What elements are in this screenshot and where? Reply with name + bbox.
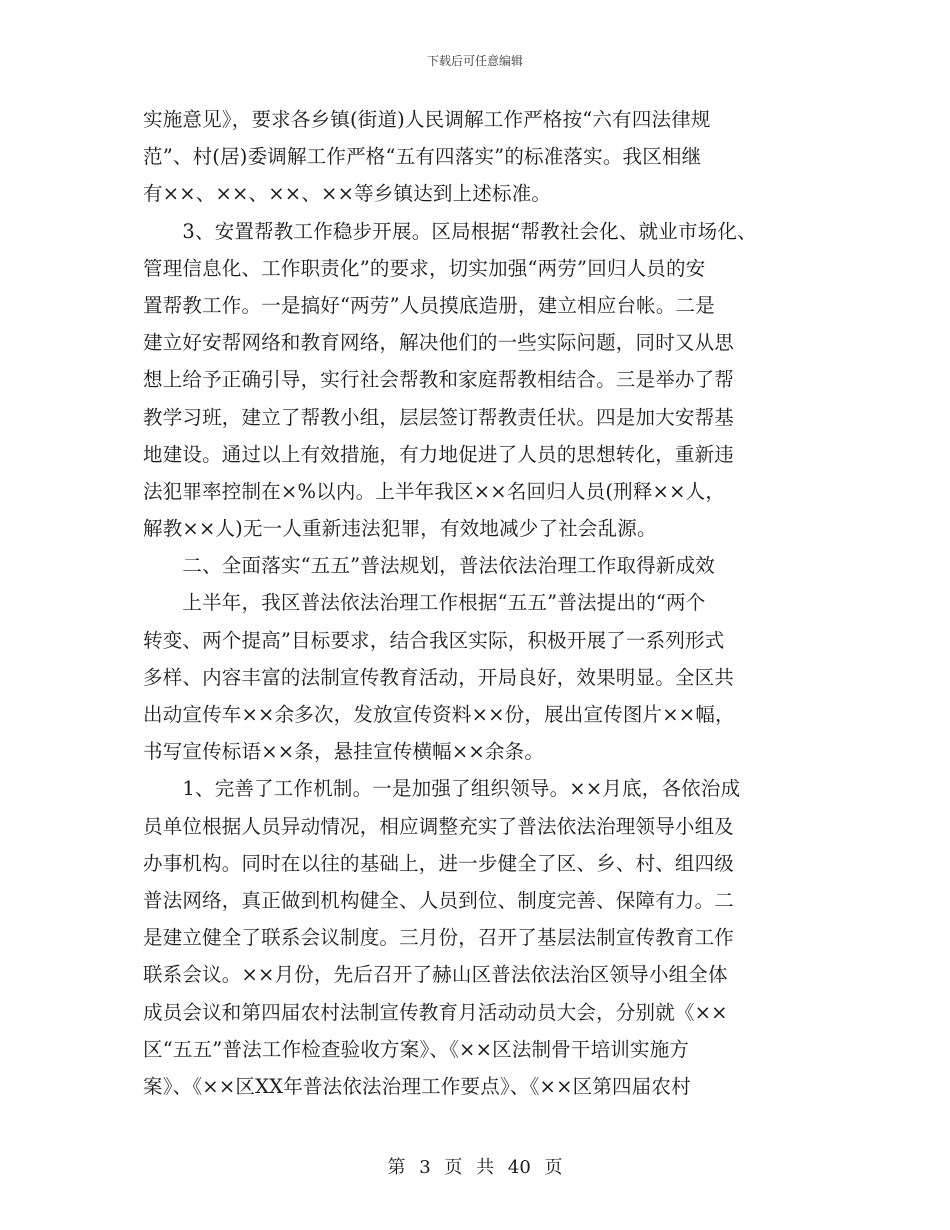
page-header-note: 下载后可任意编辑 [426,54,523,68]
body-line: 地建设。通过以上有效措施，有力地促进了人员的思想转化，重新违 [143,442,735,466]
page-number: 3 [419,1157,431,1178]
body-line: 上半年，我区普法依法治理工作根据“五五”普法提出的“两个 [143,591,706,615]
body-line: 多样、内容丰富的法制宣传教育活动，开局良好，效果明显。全区共 [143,665,735,689]
body-line: 转变、两个提高”目标要求，结合我区实际，积极开展了一系列形式 [143,628,725,652]
body-line: 普法网络，真正做到机构健全、人员到位、制度完善、保障有力。二 [143,888,735,912]
section-heading: 二、全面落实“五五”普法规划，普法依法治理工作取得新成效 [143,554,715,578]
body-line: 管理信息化、工作职责化”的要求，切实加强“两劳”回归人员的安 [143,256,706,280]
body-line: 法犯罪率控制在×%以内。上半年我区××名回归人员(刑释××人， [143,479,726,503]
body-line: 置帮教工作。一是搞好“两劳”人员摸底造册，建立相应台帐。二是 [143,293,715,317]
body-line: 是建立健全了联系会议制度。三月份，召开了基层法制宣传教育工作 [143,926,735,950]
body-line: 范”、村(居)委调解工作严格“五有四落实”的标准落实。我区相继 [143,145,702,169]
body-line: 实施意见》，要求各乡镇(街道)人民调解工作严格按“六有四法律规 [143,108,711,131]
page-unit: 页 [444,1157,463,1178]
total-label: 共 [476,1157,495,1178]
body-line: 解教××人)无一人重新违法犯罪，有效地减少了社会乱源。 [143,517,657,541]
body-line: 3、安置帮教工作稳步开展。区局根据“帮教社会化、就业市场化、 [143,219,757,243]
body-line: 想上给予正确引导，实行社会帮教和家庭帮教相结合。三是举办了帮 [143,368,735,392]
body-line: 联系会议。××月份，先后召开了赫山区普法依法治区领导小组全体 [143,963,728,987]
body-line: 区“五五”普法工作检查验收方案》、《××区法制骨干培训实施方 [143,1037,690,1061]
body-line: 书写宣传标语××条，悬挂宣传横幅××余条。 [143,740,545,764]
body-line: 1、完善了工作机制。一是加强了组织领导。××月底，各依治成 [143,777,741,801]
body-line: 有××、××、××、××等乡镇达到上述标准。 [143,182,552,206]
body-line: 建立好安帮网络和教育网络，解决他们的一些实际问题，同时又从思 [143,331,735,355]
total-unit: 页 [544,1157,563,1178]
total-pages: 40 [507,1157,531,1178]
body-line: 案》、《××区XX年普法依法治理工作要点》、《××区第四届农村 [143,1074,691,1098]
document-body [143,101,823,1105]
body-line: 教学习班，建立了帮教小组，层层签订帮教责任状。四是加大安帮基 [143,405,735,429]
body-line: 员单位根据人员异动情况，相应调整充实了普法依法治理领导小组及 [143,814,735,838]
body-line: 出动宣传车××余多次，发放宣传资料××份，展出宣传图片××幅， [143,703,735,726]
page-footer [0,1153,950,1179]
body-line: 成员会议和第四届农村法制宣传教育月活动动员大会，分别就《×× [143,1000,728,1024]
page-label: 第 [387,1157,406,1178]
body-line: 办事机构。同时在以往的基础上，进一步健全了区、乡、村、组四级 [143,851,735,875]
